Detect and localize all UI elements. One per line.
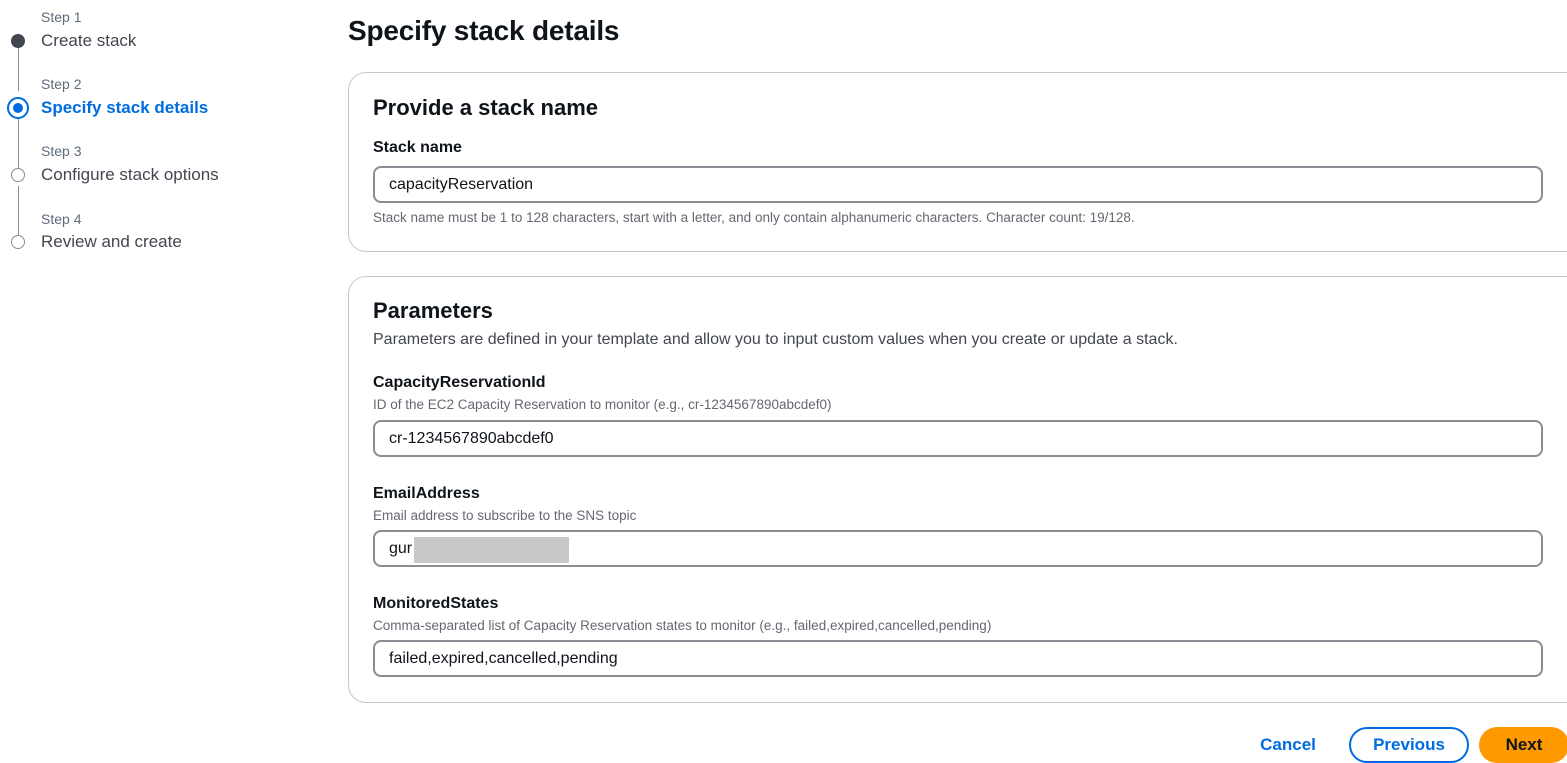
stack-name-section-title: Provide a stack name (373, 95, 599, 120)
redaction-overlay (414, 537, 569, 563)
capacity-reservation-id-description: ID of the EC2 Capacity Reservation to monitor (e.g., cr-1234567890abcdef0) (373, 397, 832, 412)
monitored-states-input[interactable] (373, 640, 1543, 677)
email-address-label: EmailAddress (373, 485, 480, 502)
email-address-description: Email address to subscribe to the SNS topic (373, 508, 637, 523)
page-title: Specify stack details (348, 15, 620, 46)
cancel-button[interactable]: Cancel (1250, 727, 1326, 763)
step-4-number: Step 4 (41, 211, 82, 227)
step-active-icon (7, 97, 29, 119)
step-1-title[interactable]: Create stack (41, 31, 137, 50)
next-button[interactable]: Next (1479, 727, 1567, 763)
monitored-states-label: MonitoredStates (373, 595, 499, 612)
stack-name-input[interactable] (373, 166, 1543, 203)
step-pending-icon (11, 235, 25, 249)
parameters-container (348, 276, 1567, 703)
step-completed-icon (11, 34, 25, 48)
step-1-number: Step 1 (41, 9, 82, 25)
step-2-title: Specify stack details (41, 98, 209, 117)
stack-name-container (348, 72, 1567, 252)
parameters-description: Parameters are defined in your template and allow you to input custom values when you create or update a stack. (373, 331, 1178, 348)
step-connector (18, 119, 19, 168)
step-3-number: Step 3 (41, 143, 82, 159)
stack-name-constraint: Stack name must be 1 to 128 characters, start with a letter, and only contain alphanumeric characters. Character count: 19/128. (373, 210, 1135, 225)
step-3-title: Configure stack options (41, 165, 219, 184)
wizard-steps (0, 0, 300, 260)
step-2-number: Step 2 (41, 76, 82, 92)
parameters-section-title: Parameters (373, 298, 493, 323)
stack-name-label: Stack name (373, 139, 462, 156)
step-pending-icon (11, 168, 25, 182)
step-connector (18, 186, 19, 235)
capacity-reservation-id-label: CapacityReservationId (373, 374, 546, 391)
capacity-reservation-id-input[interactable] (373, 420, 1543, 457)
previous-button[interactable]: Previous (1349, 727, 1469, 763)
step-4-title: Review and create (41, 232, 182, 251)
monitored-states-description: Comma-separated list of Capacity Reservation states to monitor (e.g., failed,expired,cancelled,pending) (373, 618, 992, 633)
step-connector (18, 48, 19, 91)
